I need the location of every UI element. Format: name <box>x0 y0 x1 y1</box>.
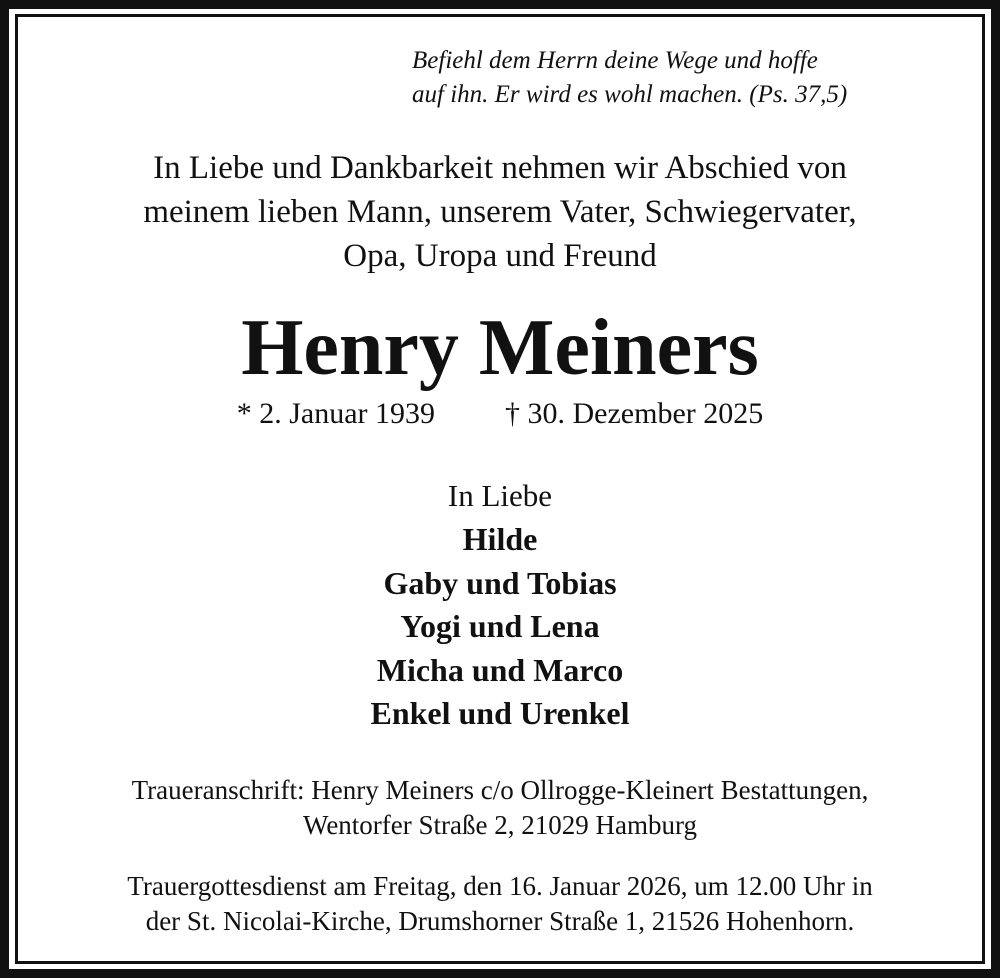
intro-line: meinem lieben Mann, unserem Vater, Schwiegervater, <box>143 194 857 230</box>
deceased-name: Henry Meiners <box>241 304 759 392</box>
mourner-name: Enkel und Urenkel <box>370 695 630 731</box>
address-line: Wentorfer Straße 2, 21029 Hamburg <box>303 810 697 840</box>
mourner-name: Gaby und Tobias <box>383 564 617 601</box>
bible-verse <box>412 44 847 112</box>
intro-line: In Liebe und Dankbarkeit nehmen wir Abschied von <box>153 150 847 186</box>
mourners-heading: In Liebe <box>447 478 553 513</box>
death-date: † 30. Dezember 2025 <box>505 397 764 430</box>
mourners-list <box>0 518 1000 736</box>
life-dates <box>0 396 1000 432</box>
service-line: Trauergottesdienst am Freitag, den 16. Januar 2026, um 12.00 Uhr in <box>127 871 873 901</box>
verse-line: Befiehl dem Herrn deine Wege und hoffe <box>412 47 818 74</box>
birth-date: * 2. Januar 1939 <box>236 397 436 430</box>
mourning-address <box>0 773 1000 843</box>
verse-line: auf ihn. Er wird es wohl machen. (Ps. 37,5) <box>412 81 848 108</box>
mourner-name: Hilde <box>462 521 538 557</box>
mourner-name: Yogi und Lena <box>400 608 600 644</box>
mourner-name: Micha und Marco <box>376 651 624 688</box>
address-line: Traueranschrift: Henry Meiners c/o Ollrogge-Kleinert Bestattungen, <box>131 775 869 805</box>
intro-text <box>0 146 1000 278</box>
intro-line: Opa, Uropa und Freund <box>343 238 657 274</box>
service-line: der St. Nicolai-Kirche, Drumshorner Straße 1, 21526 Hohenhorn. <box>145 906 855 936</box>
funeral-service-info <box>0 869 1000 939</box>
